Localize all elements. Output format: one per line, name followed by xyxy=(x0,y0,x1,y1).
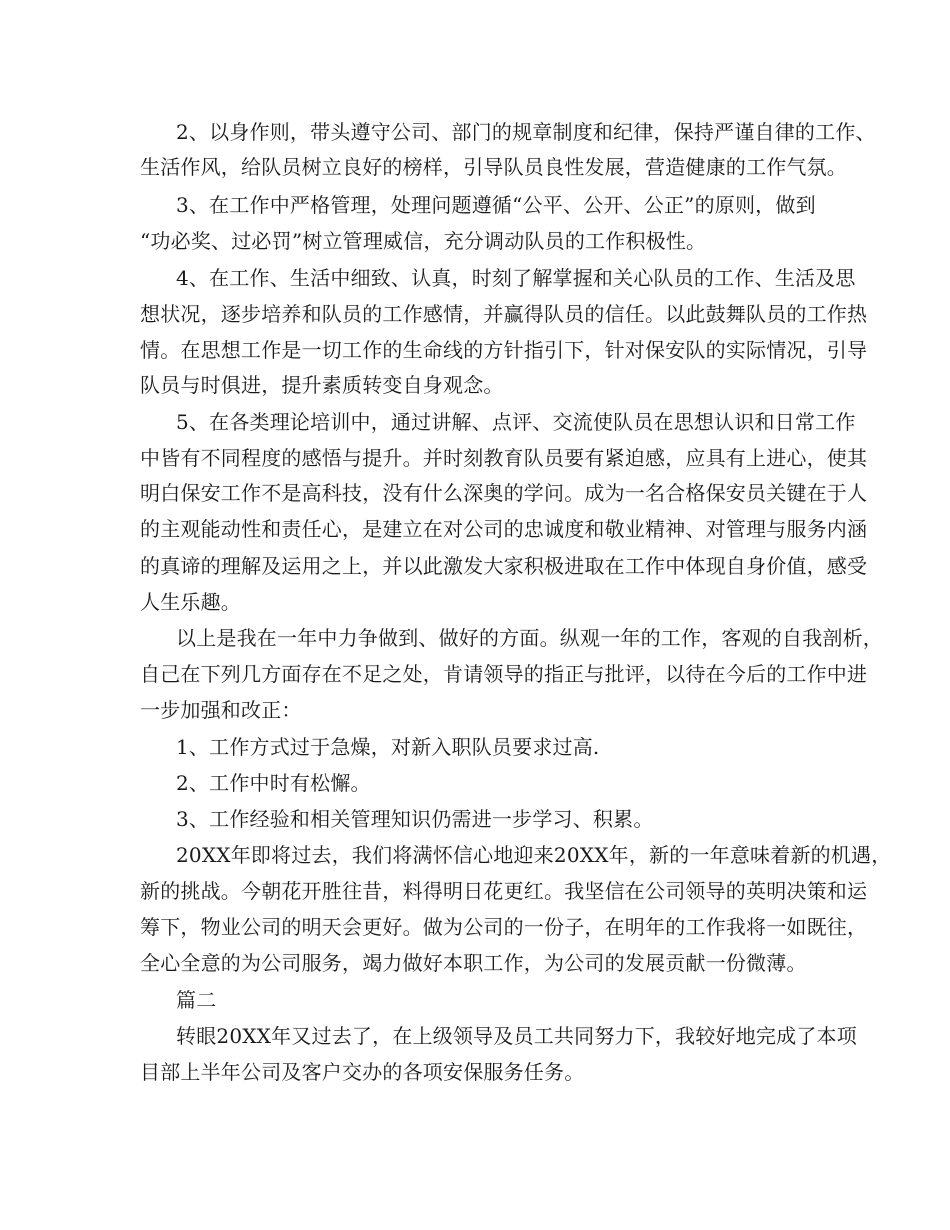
paragraph-4-line-4: 队员与时俱进，提升素质转变自身观念。 xyxy=(140,373,504,397)
paragraph-5-line-1: 5、在各类理论培训中，通过讲解、点评、交流使队员在思想认识和日常工作 xyxy=(176,410,856,434)
paragraph-4-line-1: 4、在工作、生活中细致、认真，时刻了解掌握和关心队员的工作、生活及思 xyxy=(176,266,856,290)
paragraph-3-line-2: “功必奖、过必罚”树立管理威信，充分调动队员的工作积极性。 xyxy=(140,229,707,253)
summary-line-2: 自己在下列几方面存在不足之处，肯请领导的指正与批评，以待在今后的工作中进 xyxy=(140,662,868,686)
closing-line-3: 筹下，物业公司的明天会更好。做为公司的一份子，在明年的工作我将一如既往， xyxy=(140,915,868,939)
paragraph-5-line-3: 明白保安工作不是高科技，没有什么深奥的学问。成为一名合格保安员关键在于人 xyxy=(140,481,868,505)
summary-line-3: 一步加强和改正： xyxy=(140,698,302,722)
shortcoming-item-3: 3、工作经验和相关管理知识仍需进一步学习、积累。 xyxy=(176,807,654,831)
paragraph-2-line-2: 生活作风，给队员树立良好的榜样，引导队员良性发展，营造健康的工作气氛。 xyxy=(140,155,847,179)
paragraph-4-line-3: 情。在思想工作是一切工作的生命线的方针指引下，针对保安队的实际情况，引导 xyxy=(140,338,868,362)
paragraph-4-line-2: 想状况，逐步培养和队员的工作感情，并赢得队员的信任。以此鼓舞队员的工作热 xyxy=(140,302,868,326)
shortcoming-item-1: 1、工作方式过于急燥，对新入职队员要求过高. xyxy=(176,735,600,759)
paragraph-5-line-5: 的真谛的理解及运用之上，并以此激发大家积极进取在工作中体现自身价值，感受 xyxy=(140,554,868,578)
paragraph-2-line-1: 2、以身作则，带头遵守公司、部门的规章制度和纪律，保持严谨自律的工作、 xyxy=(176,120,876,144)
shortcoming-item-2: 2、工作中时有松懈。 xyxy=(176,771,371,795)
paragraph-3-line-1: 3、在工作中严格管理，处理问题遵循“公平、公开、公正”的原则，做到 xyxy=(176,193,816,217)
paragraph-5-line-6: 人生乐趣。 xyxy=(140,590,241,614)
paragraph-5-line-2: 中皆有不同程度的感悟与提升。并时刻教育队员要有紧迫感，应具有上进心，使其 xyxy=(140,446,868,470)
closing-line-4: 全心全意的为公司服务，竭力做好本职工作，为公司的发展贡献一份微薄。 xyxy=(140,951,807,975)
summary-line-1: 以上是我在一年中力争做到、做好的方面。纵观一年的工作，客观的自我剖析， xyxy=(176,626,883,650)
closing-line-1: 20XX年即将过去，我们将满怀信心地迎来20XX年，新的一年意味着新的机遇， xyxy=(176,843,892,867)
section-2-line-2: 目部上半年公司及客户交办的各项安保服务任务。 xyxy=(140,1060,585,1084)
section-heading: 篇二 xyxy=(176,988,217,1012)
paragraph-5-line-4: 的主观能动性和责任心，是建立在对公司的忠诚度和敬业精神、对管理与服务内涵 xyxy=(140,517,868,541)
closing-line-2: 新的挑战。今朝花开胜往昔，料得明日花更红。我坚信在公司领导的英明决策和运 xyxy=(140,879,868,903)
section-2-line-1: 转眼20XX年又过去了，在上级领导及员工共同努力下，我较好地完成了本项 xyxy=(176,1024,857,1048)
